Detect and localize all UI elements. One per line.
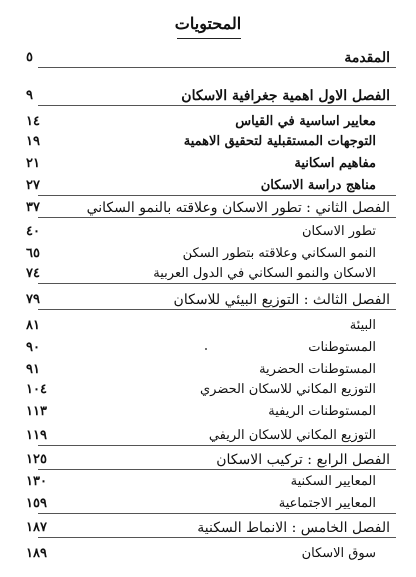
toc-entry-page-number: ١٠٤ [26,382,47,397]
toc-entry-label: الفصل الثالث : التوزيع البيئي للاسكان [173,292,390,308]
toc-entry [26,544,390,564]
toc-entry [26,112,390,132]
toc-entry-label: البيئة [349,318,376,333]
toc-entry-page-number: ١٣٠ [26,474,47,489]
toc-entry-page-number: ٩١ [26,362,40,377]
toc-entry [26,176,390,196]
toc-entry-page-number: ١٩ [26,134,40,149]
toc-entry-label: معايير اساسية في القياس [235,114,376,129]
toc-entry-label: المعايير الاجتماعية [278,496,376,511]
toc-entry-page-number: ٧٤ [26,266,40,281]
toc-entry-page-number: ١٢٥ [26,452,47,467]
toc-entry [26,360,390,380]
toc-entry-label: التوجهات المستقبلية لتحقيق الاهمية [183,134,376,149]
toc-entry-label: الاسكان والنمو السكاني في الدول العربية [153,266,376,281]
toc-entry [26,316,390,336]
toc-entry-page-number: ١٥٩ [26,496,47,511]
toc-entry-page-number: ١٨٩ [26,546,47,561]
entry-separator-line [38,217,396,218]
toc-entry-label: تطور الاسكان [301,224,376,239]
page-title: المحتويات [174,14,242,33]
toc-entry-page-number: ٩ [26,88,33,103]
toc-entry-label: المقدمة [344,50,390,66]
toc-entry [26,222,390,242]
entry-separator-line [38,537,396,538]
toc-entry-label: الفصل الثاني : تطور الاسكان وعلاقته بالنمو السكاني [86,200,390,216]
toc-entry [26,244,390,264]
toc-entry [26,494,390,514]
toc-entry [26,48,390,68]
toc-entry-page-number: ٥ [26,50,33,65]
toc-entry-label: النمو السكاني وعلاقته بتطور السكن [182,246,376,261]
toc-entry [26,402,390,422]
toc-entry [26,472,390,492]
toc-entry [26,198,390,218]
toc-entry-page-number: ٦٥ [26,246,40,261]
ink-speck [205,348,207,350]
toc-entry-label: المستوطنات الريفية [268,404,376,419]
toc-entry-label: التوزيع المكاني للاسكان الحضري [200,382,376,397]
toc-entry-page-number: ١١٩ [26,428,47,443]
toc-entry [26,86,390,106]
toc-entry [26,154,390,174]
toc-entry [26,450,390,470]
toc-entry [26,290,390,310]
toc-entry-page-number: ٢١ [26,156,40,171]
toc-entry-page-number: ١١٣ [26,404,47,419]
toc-entry-page-number: ٤٠ [26,224,40,239]
toc-entry-page-number: ٧٩ [26,292,40,307]
entry-separator-line [38,67,396,68]
toc-entry-page-number: ٩٠ [26,340,40,355]
entry-separator-line [38,309,396,310]
entry-separator-line [38,105,396,106]
toc-entry-page-number: ٢٧ [26,178,40,193]
toc-entry [26,338,390,358]
toc-entry-page-number: ١٨٧ [26,520,47,535]
toc-entry-label: مفاهيم اسكانية [294,156,376,171]
toc-entry-page-number: ٨١ [26,318,40,333]
toc-entry [26,426,390,446]
entry-separator-line [38,195,396,196]
entry-separator-line [38,513,396,514]
toc-entry [26,380,390,400]
toc-entry [26,132,390,152]
toc-entry [26,518,390,538]
toc-entry-label: سوق الاسكان [301,546,376,561]
toc-entry-label: المعايير السكنية [290,474,376,489]
toc-entry-label: الفصل الرابع : تركيب الاسكان [216,452,390,468]
toc-entry-page-number: ٣٧ [26,200,40,215]
toc-entry-label: الفصل الاول اهمية جغرافية الاسكان [181,88,390,104]
toc-entry-label: التوزيع المكاني للاسكان الريفي [208,428,376,443]
entry-separator-line [38,445,396,446]
toc-entry [26,264,390,284]
toc-entry-label: المستوطنات الحضرية [259,362,376,377]
toc-entry-label: مناهج دراسة الاسكان [260,178,376,193]
entry-separator-line [38,283,396,284]
toc-entry-page-number: ١٤ [26,114,40,129]
entry-separator-line [38,469,396,470]
toc-entry-label: المستوطنات [308,340,376,355]
toc-entry-label: الفصل الخامس : الانماط السكنية [197,520,390,536]
